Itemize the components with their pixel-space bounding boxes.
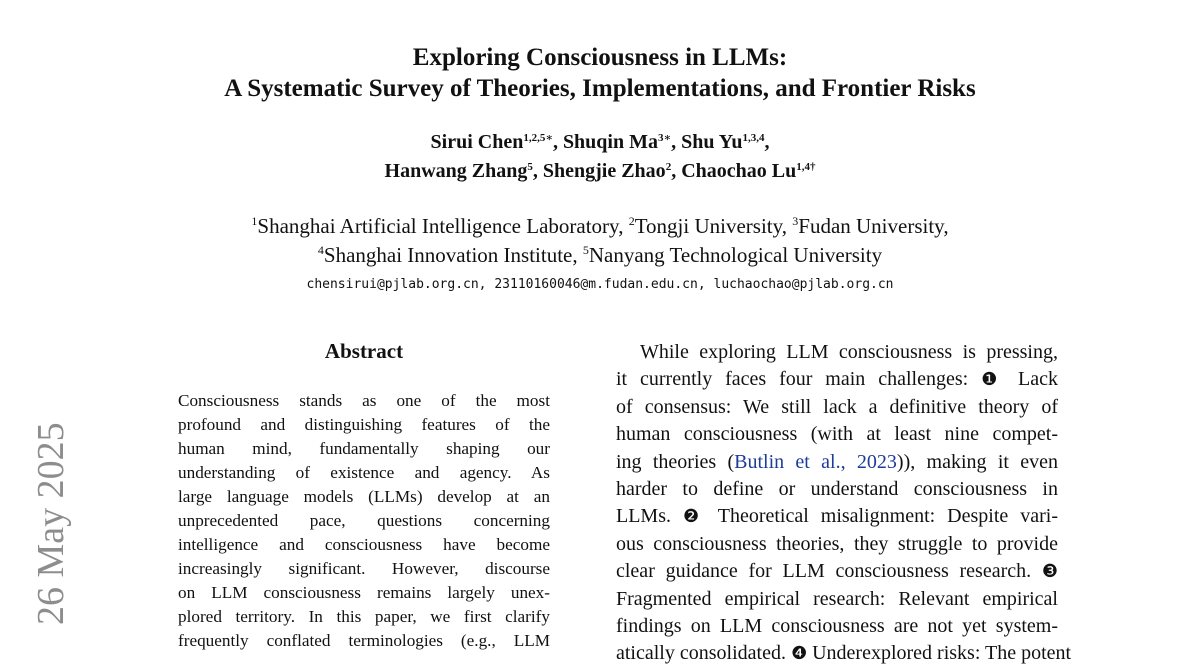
author-shengjie-zhao: Shengjie Zhao$^2$: [542, 160, 672, 182]
paper-title: [120, 42, 1080, 104]
body-line: ous consciousness theories, they struggle to provide: [616, 532, 1058, 555]
body-line: of consensus: We still lack a definitive theory of: [616, 395, 1058, 418]
author-line-2: Hanwang Zhang$^5$, Shengjie Zhao$^2$, Chaochao $Lu^{1,4\dagger}$: [384, 160, 816, 182]
abstract-line: on LLM consciousness remains largely unex-: [178, 583, 550, 602]
abstract-line: unprecedented pace, questions concerning: [178, 511, 550, 530]
citation-link[interactable]: Butlin et al., 2023: [734, 450, 897, 473]
title-line-2: A Systematic Survey of Theories, Implementations, and Frontier Risks: [224, 75, 976, 102]
affiliation-1: $^1$Shanghai Artificial Intelligence Laboratory: [251, 214, 619, 238]
affiliation-4: $^4$Shanghai Innovation Institute: [317, 243, 573, 267]
body-line: findings on LLM consciousness are not yet system-: [616, 615, 1058, 638]
author-hanwang-zhang: Hanwang Zhang$^5$: [384, 160, 533, 182]
title-line-1: Exploring Consciousness in LLMs:: [412, 44, 788, 71]
author-shuqin-ma: Shuqin $Ma^{3∗}$: [562, 131, 672, 153]
affiliation-5: $^5$Nanyang Technological University: [582, 243, 883, 267]
abstract-line: human mind, fundamentally shaping our: [178, 439, 550, 458]
body-line: clear guidance for LLM consciousness research. ❸: [616, 560, 1058, 583]
abstract-line: increasingly significant. However, discourse: [178, 559, 550, 578]
author-list: [270, 128, 930, 186]
body-line: While exploring LLM consciousness is pressing,: [640, 341, 1058, 363]
affiliation-2: $^2$Tongji University: [628, 214, 782, 238]
body-line: it currently faces four main challenges: ❶ Lack: [616, 368, 1059, 391]
body-line: harder to define or understand consciousness in: [616, 478, 1058, 501]
author-shu-yu: Shu Yu$^{1,3,4}$: [681, 131, 765, 153]
body-line-partial: atically consolidated. ❹ Underexplored risks: The potent: [616, 642, 1072, 665]
abstract-heading: Abstract: [324, 339, 404, 363]
number-three-icon: ❸: [1041, 561, 1058, 583]
author-chaochao-lu: Chaochao $Lu^{1,4\dagger}$: [681, 160, 816, 182]
number-two-icon: ❷: [682, 506, 707, 528]
author-line-1: Sirui Chen$^{1,2,5∗}$, Shuqin $Ma^{3∗}$, Shu Yu$^{1,3,4}$,: [430, 131, 770, 153]
introduction-text: [616, 339, 1072, 668]
abstract-line: intelligence and consciousness have become: [178, 535, 550, 554]
abstract-line: understanding of existence and agency. As: [178, 463, 550, 482]
abstract-line: Consciousness stands as one of the most: [178, 391, 550, 410]
author-sirui-chen: Sirui Chen$^{1,2,5∗}$: [430, 131, 553, 153]
body-line: human consciousness (with at least nine compet-: [616, 423, 1058, 446]
abstract-line: frequently conflated terminologies (e.g., LLM: [178, 631, 550, 650]
affiliation-3: $^3$Fudan University: [792, 214, 944, 238]
abstract-text: [178, 389, 550, 653]
arxiv-date-stamp: 26 May 2025: [30, 422, 72, 625]
abstract-line: large language models (LLMs) develop at an: [178, 487, 550, 506]
affiliation-line-2: $^4$Shanghai Innovation Institute, $^5$Nanyang Technological University: [317, 243, 883, 267]
number-four-icon: ❹: [790, 643, 808, 665]
affiliation-list: [180, 212, 1020, 270]
author-emails: chensirui@pjlab.org.cn, 23110160046@m.fudan.edu.cn, luchaochao@pjlab.org.cn: [306, 277, 894, 292]
body-line: LLMs. ❷ Theoretical misalignment: Despite vari-: [616, 505, 1059, 528]
abstract-line: profound and distinguishing features of the: [178, 415, 550, 434]
body-line: Fragmented empirical research: Relevant empirical: [616, 587, 1058, 610]
number-one-icon: ❶: [981, 369, 1006, 391]
body-line: ing theories (Butlin et al., 2023)), making it even: [616, 450, 1058, 473]
abstract-line: plored territory. In this paper, we first clarify: [178, 607, 550, 626]
affiliation-line-1: $^1$Shanghai Artificial Intelligence Laboratory, $^2$Tongji University, $^3$Fudan University,: [251, 214, 949, 238]
